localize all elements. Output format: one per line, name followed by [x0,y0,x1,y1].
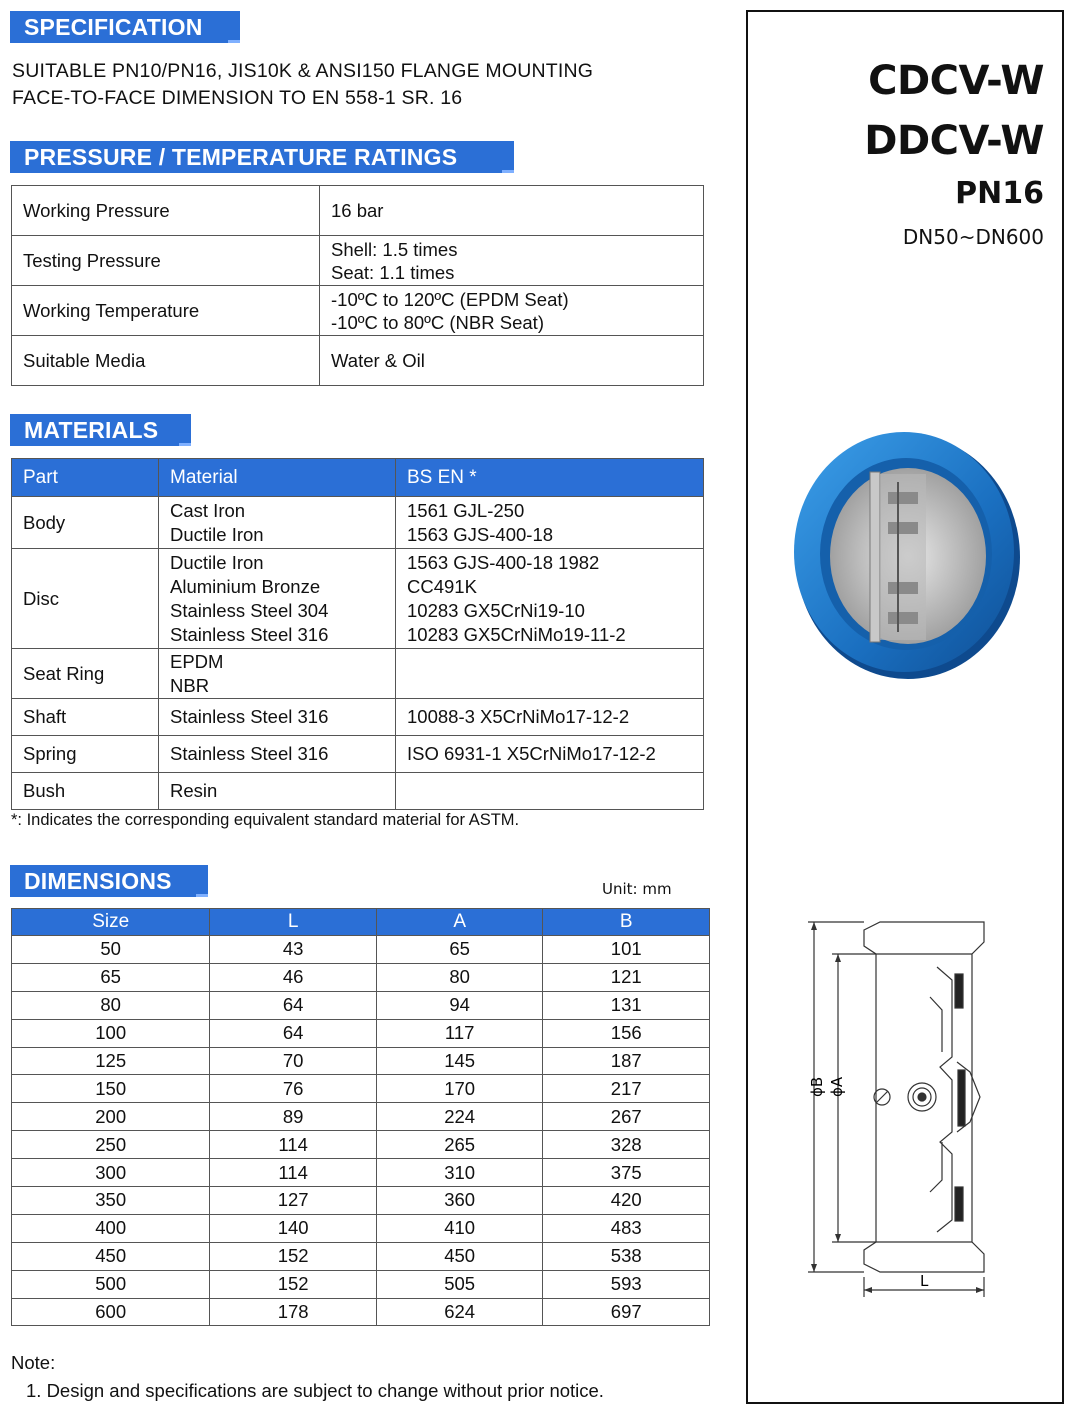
dim-cell-b: 131 [543,991,710,1019]
dim-cell-size: 50 [12,936,210,964]
material-line: Ductile Iron [170,551,264,573]
dim-cell-l: 152 [210,1242,377,1270]
material-part: Disc [12,549,159,649]
material-standard [396,699,704,736]
standard-line: 1561 GJL-250 [407,499,525,521]
dim-cell-size: 100 [12,1019,210,1047]
materials-table [11,458,704,810]
pressure-table [11,185,704,386]
dim-cell-a: 170 [376,1075,543,1103]
dim-cell-a: 265 [376,1131,543,1159]
materials-row [12,497,704,549]
spec-line-2: FACE-TO-FACE DIMENSION TO EN 558-1 SR. 16 [12,87,463,109]
dim-cell-size: 500 [12,1270,210,1298]
dimensions-row [12,1242,710,1270]
dim-cell-l: 46 [210,963,377,991]
model-name-1: CDCV-W [868,58,1044,104]
standard-line: 1563 GJS-400-18 1982 [407,551,600,573]
material-name [159,649,396,699]
pressure-label: Working Pressure [12,186,320,236]
col-header-b: B [543,909,710,936]
material-part: Seat Ring [12,649,159,699]
dim-cell-size: 350 [12,1187,210,1215]
dim-cell-l: 152 [210,1270,377,1298]
material-name [159,497,396,549]
dim-cell-a: 410 [376,1214,543,1242]
material-standard [396,773,704,810]
col-header-standard: BS EN * [396,459,704,497]
standard-line: CC491K [407,575,477,597]
dim-cell-size: 125 [12,1047,210,1075]
dim-cell-b: 187 [543,1047,710,1075]
valve-dimension-drawing [802,902,1012,1302]
dimensions-row [12,1159,710,1187]
pressure-value [320,286,704,336]
pressure-label: Suitable Media [12,336,320,386]
dim-cell-b: 538 [543,1242,710,1270]
dim-cell-l: 178 [210,1298,377,1326]
material-name [159,736,396,773]
dimensions-row [12,1075,710,1103]
dim-cell-b: 593 [543,1270,710,1298]
dimensions-header: DIMENSIONS [10,865,208,897]
col-header-size: Size [12,909,210,936]
dimensions-row [12,1019,710,1047]
pressure-value [320,186,704,236]
dim-cell-size: 65 [12,963,210,991]
l-label: L [920,1272,929,1290]
dim-cell-a: 145 [376,1047,543,1075]
pressure-label: Testing Pressure [12,236,320,286]
dimensions-row [12,1047,710,1075]
pressure-row [12,186,704,236]
dimensions-row [12,1187,710,1215]
materials-row [12,699,704,736]
pressure-value [320,336,704,386]
dim-cell-size: 400 [12,1214,210,1242]
material-line: Stainless Steel 316 [170,623,329,645]
dim-cell-l: 76 [210,1075,377,1103]
pressure-header: PRESSURE / TEMPERATURE RATINGS [10,141,514,173]
dim-cell-b: 267 [543,1103,710,1131]
pressure-value-line: 16 bar [331,200,384,221]
standard-line: 10088-3 X5CrNiMo17-12-2 [407,706,630,727]
material-standard [396,549,704,649]
dim-cell-a: 360 [376,1187,543,1215]
col-header-a: A [376,909,543,936]
dim-cell-b: 697 [543,1298,710,1326]
material-line: EPDM [170,650,224,672]
dim-cell-a: 624 [376,1298,543,1326]
dim-cell-b: 483 [543,1214,710,1242]
material-part: Spring [12,736,159,773]
material-standard [396,736,704,773]
dim-cell-size: 200 [12,1103,210,1131]
dim-cell-l: 127 [210,1187,377,1215]
material-name [159,549,396,649]
dimensions-row [12,1270,710,1298]
materials-header-row [12,459,704,497]
materials-row [12,736,704,773]
material-line: Cast Iron [170,499,246,521]
pressure-value [320,236,704,286]
material-line: NBR [170,674,210,696]
materials-row [12,549,704,649]
spec-line-1: SUITABLE PN10/PN16, JIS10K & ANSI150 FLANGE MOUNTING [12,60,594,82]
material-line: Ductile Iron [170,523,264,545]
col-header-l: L [210,909,377,936]
dimensions-header-row [12,909,710,936]
dim-cell-l: 70 [210,1047,377,1075]
size-range: DN50~DN600 [902,225,1044,249]
product-panel [746,10,1064,1404]
dim-cell-b: 328 [543,1131,710,1159]
material-part: Bush [12,773,159,810]
dimensions-table [11,908,710,1326]
dimensions-row [12,936,710,964]
pressure-row [12,286,704,336]
specification-header: SPECIFICATION [10,11,240,43]
dim-cell-l: 114 [210,1159,377,1187]
material-line: Resin [170,780,218,801]
material-name [159,699,396,736]
materials-row [12,649,704,699]
pressure-value-line: Seat: 1.1 times [331,261,455,283]
dimensions-row [12,1214,710,1242]
valve-photo-icon [778,422,1028,682]
pressure-class: PN16 [955,176,1044,211]
standard-line: 10283 GX5CrNi19-10 [407,599,585,621]
dim-cell-l: 89 [210,1103,377,1131]
dim-cell-l: 43 [210,936,377,964]
note-label: Note: [11,1352,56,1373]
dim-cell-a: 505 [376,1270,543,1298]
phi-b-label: ϕB [808,1076,826,1097]
note-item: 1. Design and specifications are subject to change without prior notice. [26,1380,604,1401]
standard-line: ISO 6931-1 X5CrNiMo17-12-2 [407,743,656,764]
col-header-part: Part [12,459,159,497]
material-line: Stainless Steel 316 [170,743,329,764]
dim-cell-b: 101 [543,936,710,964]
material-standard [396,649,704,699]
pressure-value-line: -10ºC to 80ºC (NBR Seat) [331,311,544,333]
dim-cell-size: 300 [12,1159,210,1187]
model-name-2: DDCV-W [864,118,1044,164]
dim-cell-b: 156 [543,1019,710,1047]
dim-cell-l: 64 [210,991,377,1019]
material-line: Stainless Steel 304 [170,599,329,621]
materials-header: MATERIALS [10,414,191,446]
pressure-value-line: Water & Oil [331,350,425,371]
dim-cell-a: 224 [376,1103,543,1131]
pressure-row [12,336,704,386]
materials-footnote: *: Indicates the corresponding equivalent standard material for ASTM. [11,811,520,829]
pressure-row [12,236,704,286]
standard-line: 10283 GX5CrNiMo19-11-2 [407,623,626,645]
material-line: Stainless Steel 316 [170,706,329,727]
dim-cell-b: 420 [543,1187,710,1215]
material-part: Shaft [12,699,159,736]
material-part: Body [12,497,159,549]
unit-label: Unit: mm [602,880,672,898]
standard-line: 1563 GJS-400-18 [407,523,554,545]
dim-cell-b: 217 [543,1075,710,1103]
dim-cell-a: 65 [376,936,543,964]
dim-cell-a: 450 [376,1242,543,1270]
dim-cell-size: 250 [12,1131,210,1159]
dim-cell-a: 310 [376,1159,543,1187]
dim-cell-b: 375 [543,1159,710,1187]
dim-cell-a: 117 [376,1019,543,1047]
pressure-value-line: Shell: 1.5 times [331,238,458,260]
dim-cell-l: 140 [210,1214,377,1242]
dim-cell-size: 150 [12,1075,210,1103]
dim-cell-size: 450 [12,1242,210,1270]
dim-cell-size: 80 [12,991,210,1019]
material-standard [396,497,704,549]
col-header-material: Material [159,459,396,497]
dim-cell-size: 600 [12,1298,210,1326]
dim-cell-a: 80 [376,963,543,991]
specification-text [12,58,593,112]
dim-cell-l: 64 [210,1019,377,1047]
materials-row [12,773,704,810]
dimensions-row [12,1298,710,1326]
material-line: Aluminium Bronze [170,575,321,597]
dim-cell-b: 121 [543,963,710,991]
pressure-label: Working Temperature [12,286,320,336]
dimensions-row [12,991,710,1019]
pressure-value-line: -10ºC to 120ºC (EPDM Seat) [331,288,569,310]
material-name [159,773,396,810]
dim-cell-l: 114 [210,1131,377,1159]
dimensions-row [12,963,710,991]
phi-a-label: ϕA [828,1076,846,1097]
dim-cell-a: 94 [376,991,543,1019]
dimensions-row [12,1131,710,1159]
dimensions-row [12,1103,710,1131]
